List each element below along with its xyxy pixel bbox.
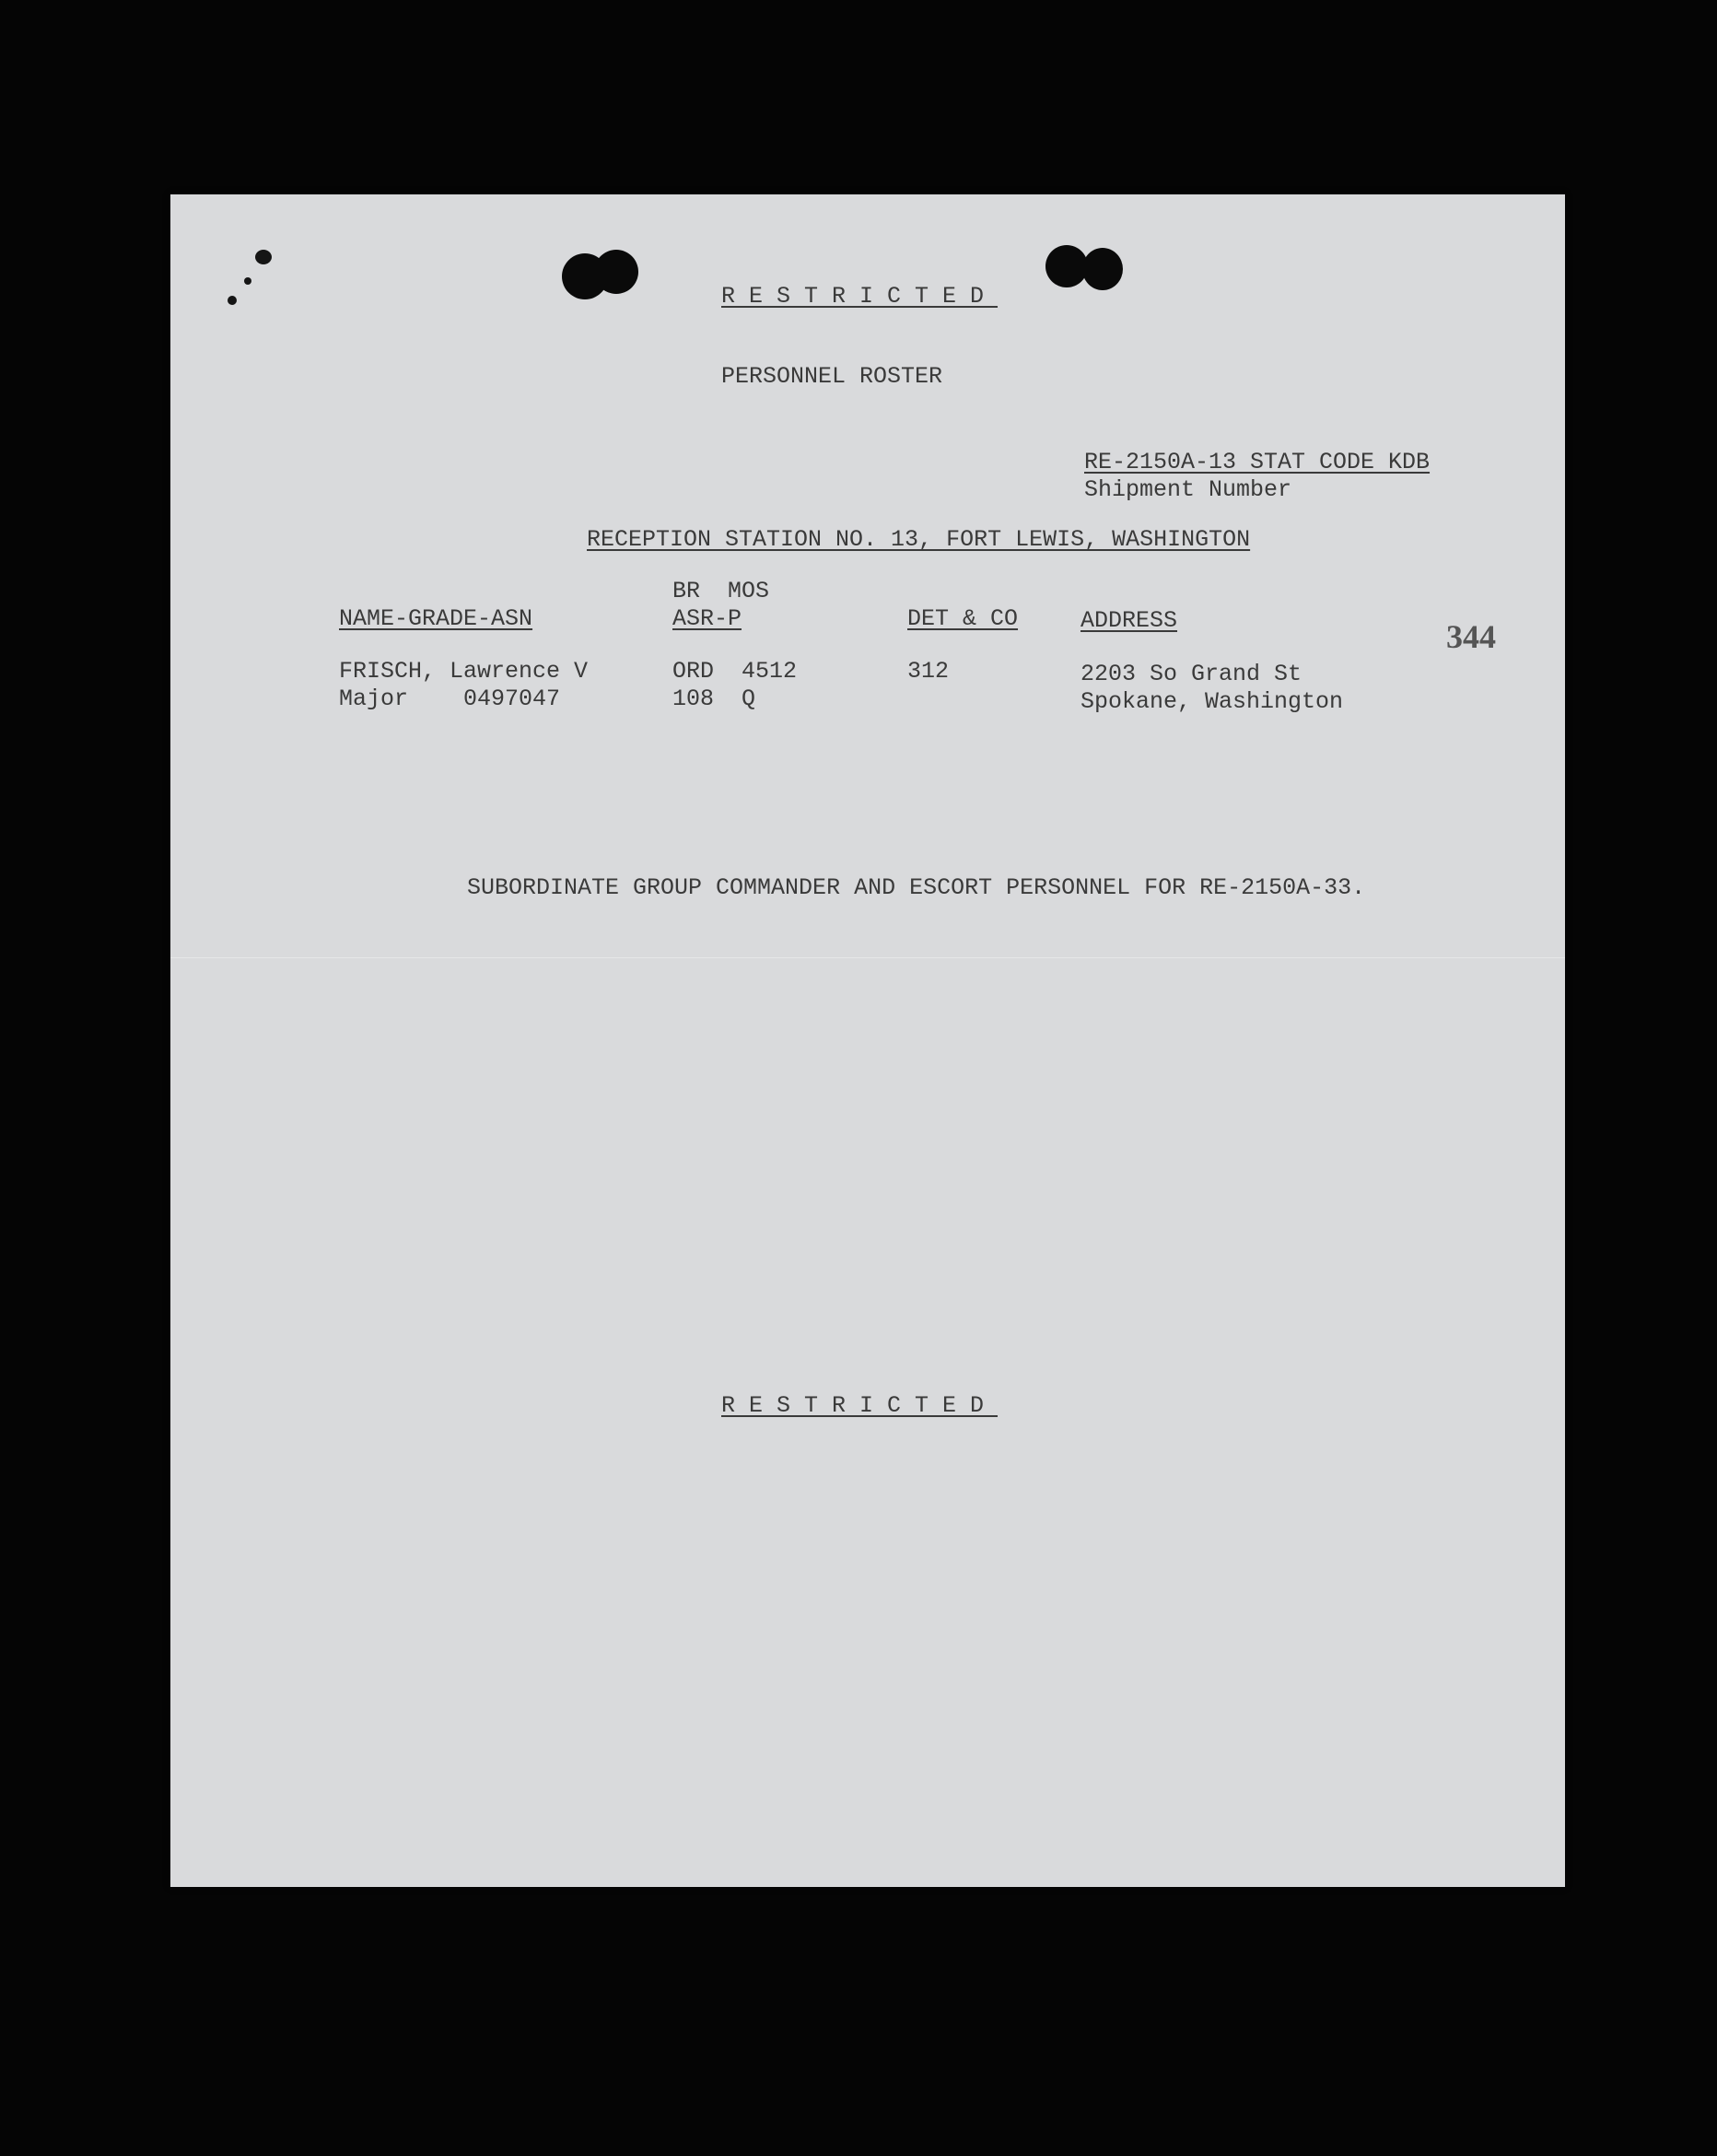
station-heading: RECEPTION STATION NO. 13, FORT LEWIS, WASHINGTON (587, 526, 1251, 553)
personnel-asr-p: 108 Q (672, 685, 756, 712)
column-header-address: ADDRESS (1080, 607, 1178, 634)
personnel-br-mos: ORD 4512 (672, 658, 798, 685)
shipment-label: Shipment Number (1084, 476, 1292, 503)
personnel-grade-asn: Major 0497047 (339, 685, 561, 712)
ink-speck (228, 296, 237, 305)
personnel-det-co: 312 (907, 658, 950, 685)
classification-header: RESTRICTED (721, 283, 999, 310)
ink-speck (255, 250, 272, 264)
column-header-det-co: DET & CO (907, 605, 1019, 632)
paper-fold-line (170, 957, 1565, 958)
personnel-address-line-1: 2203 So Grand St (1080, 661, 1302, 687)
column-header-br-mos: BR MOS (672, 578, 770, 604)
ink-speck (244, 277, 251, 285)
classification-footer: RESTRICTED (721, 1392, 999, 1419)
page-number: 344 (1446, 618, 1496, 655)
shipment-code: RE-2150A-13 STAT CODE KDB (1084, 449, 1431, 475)
document-sheet (170, 194, 1565, 1887)
column-header-name-grade-asn: NAME-GRADE-ASN (339, 605, 533, 632)
punch-hole-left-b (594, 250, 638, 294)
column-header-asr-p: ASR-P (672, 605, 742, 632)
personnel-name: FRISCH, Lawrence V (339, 658, 589, 685)
document-title: PERSONNEL ROSTER (721, 363, 943, 390)
punch-hole-right-b (1082, 248, 1123, 290)
personnel-address-line-2: Spokane, Washington (1080, 688, 1344, 715)
escort-note: SUBORDINATE GROUP COMMANDER AND ESCORT PERSONNEL FOR RE-2150A-33. (467, 874, 1366, 901)
